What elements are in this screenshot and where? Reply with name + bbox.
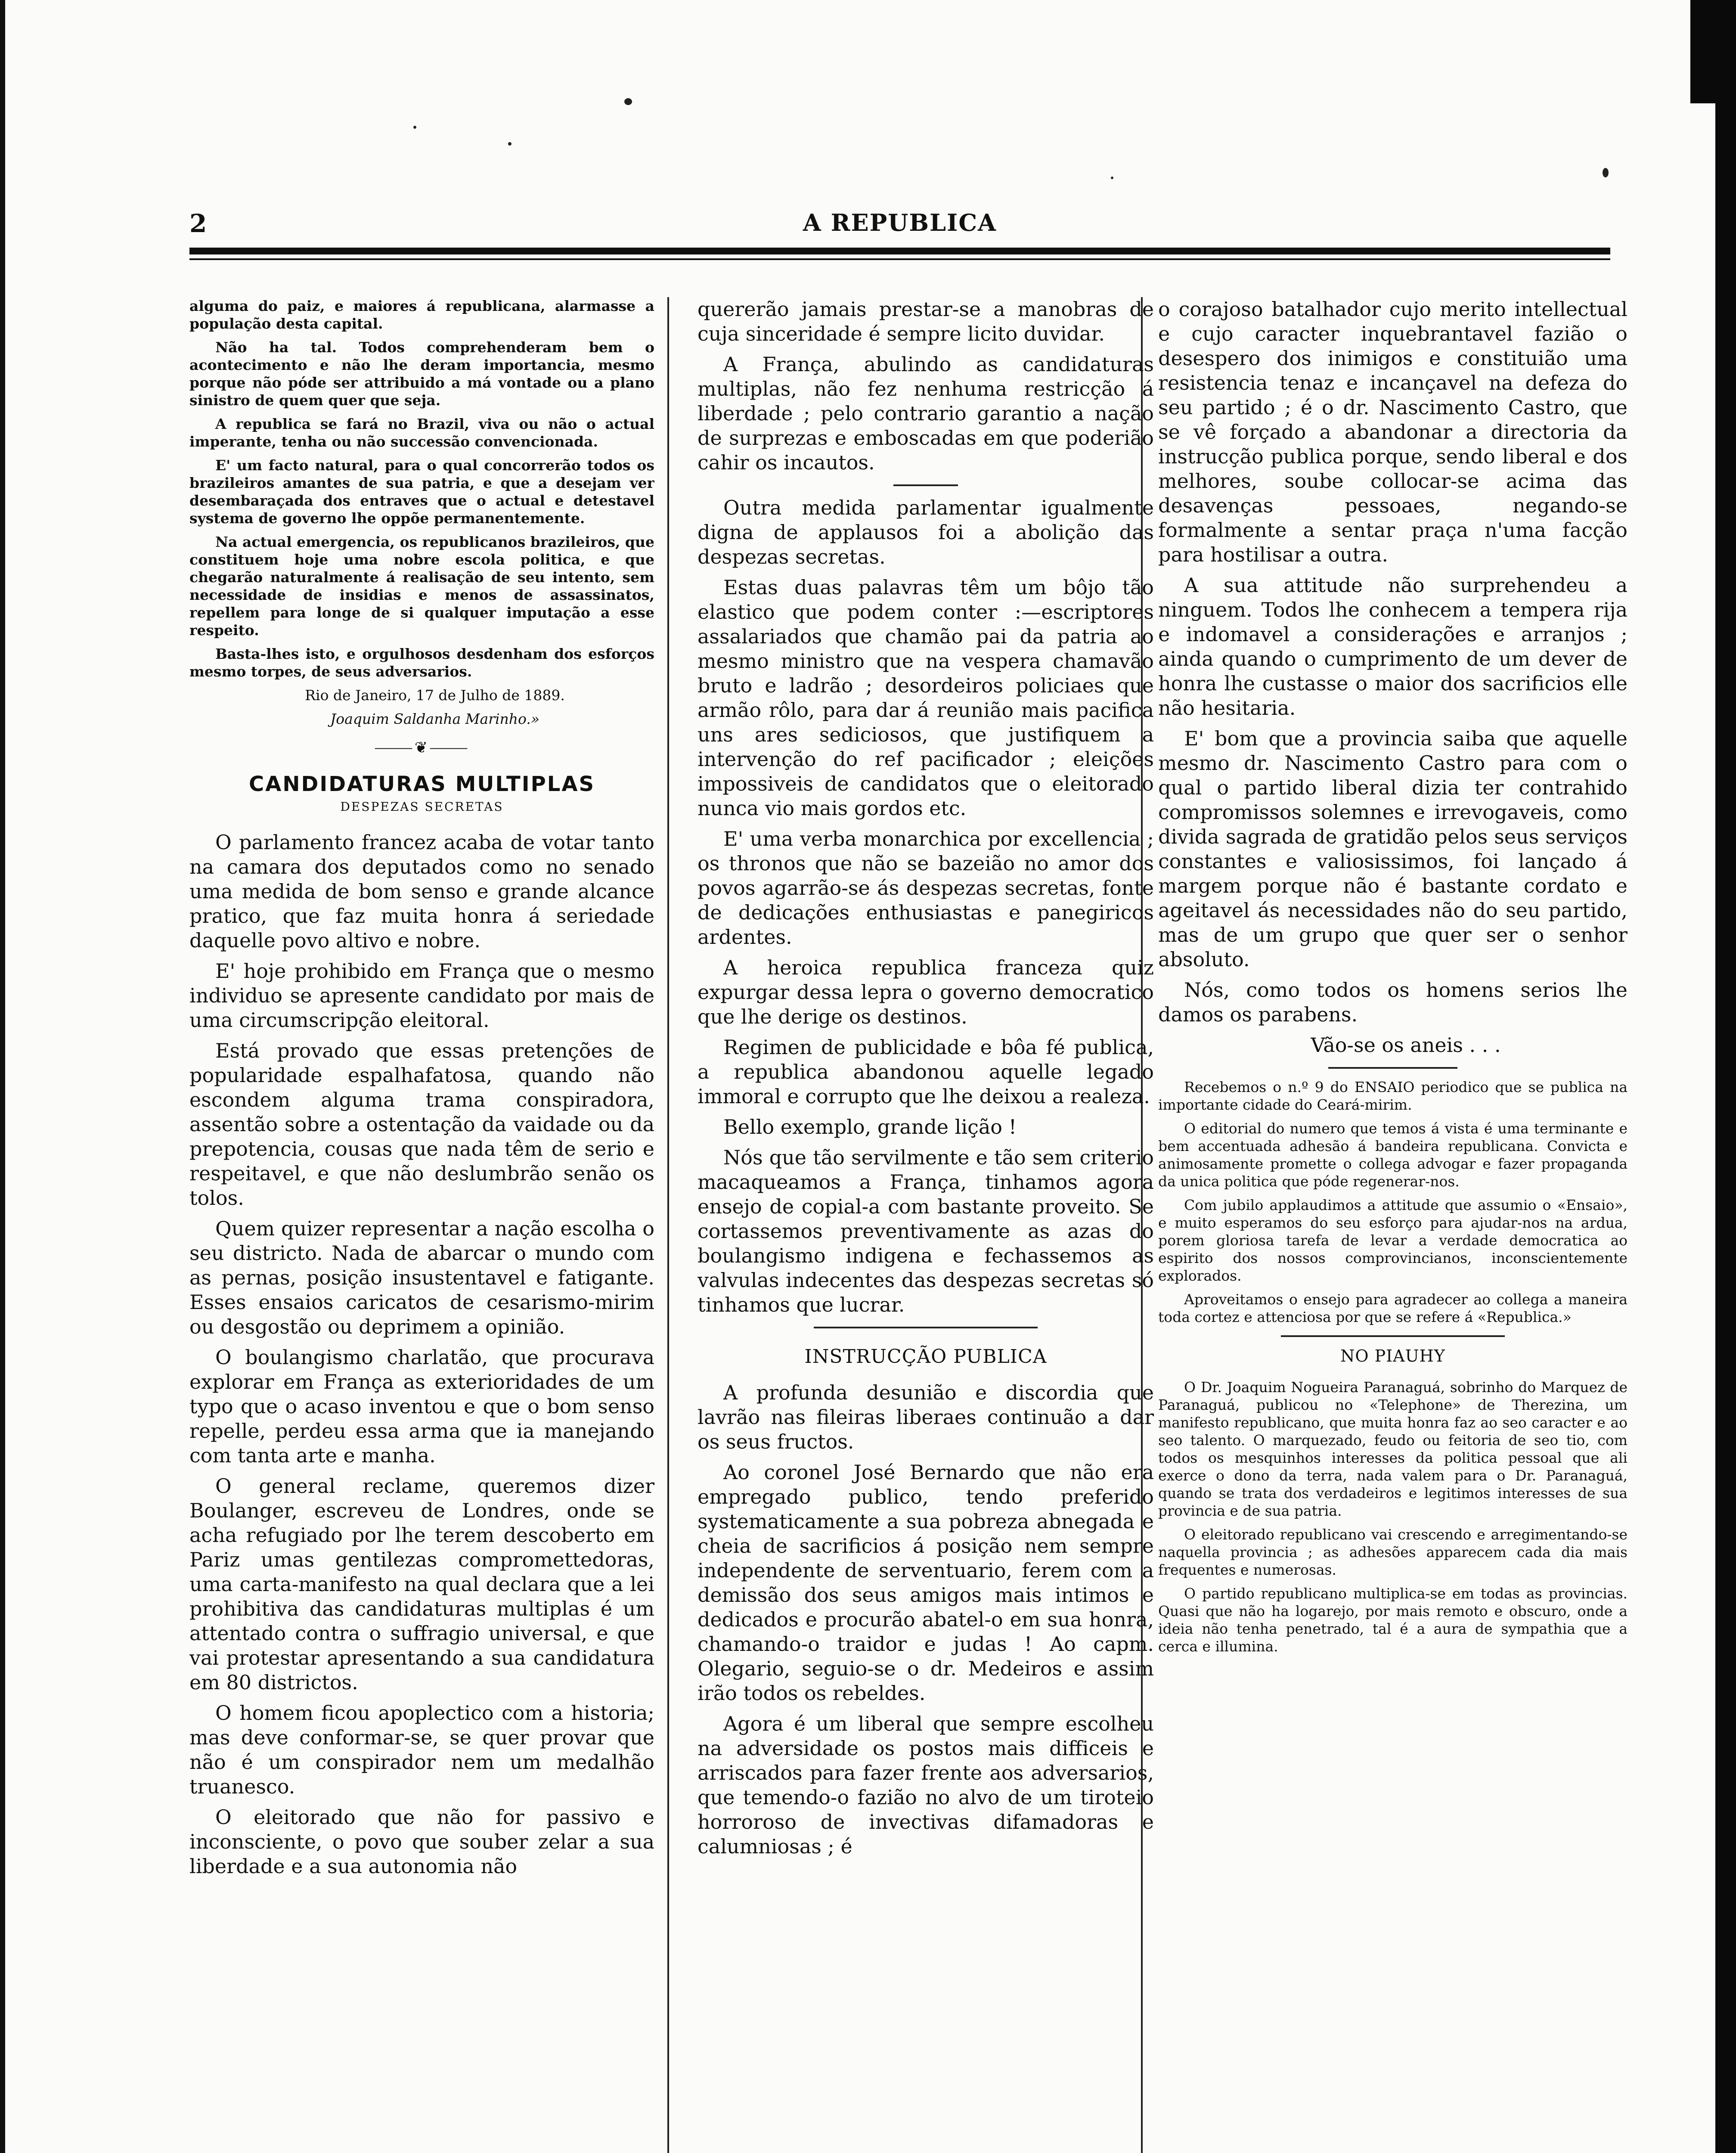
- dateline: Rio de Janeiro, 17 de Julho de 1889.: [305, 687, 565, 704]
- separator-rule: [814, 1327, 1038, 1328]
- paragraph: Nós que tão servilmente e tão sem criterio macaqueamos a França, tinhamos agora ensejo de copial-a com bastante proveito. Se cortassemos preventivamente as azas do boulangismo indigena e fechassemos as valvulas indecentes das despezas secretas só tinhamos que lucrar.: [698, 1146, 1154, 1316]
- paragraph: A republica se fará no Brazil, viva ou não o actual imperante, tenha ou não successão convencionada.: [189, 416, 654, 450]
- paragraph: O editorial do numero que temos á vista é uma terminante e bem accentuada adhesão á bandeira republicana. Convicta e animosamente promette o collega advogar e fazer propaganda da unica politica que póde regenerar-nos.: [1158, 1120, 1628, 1190]
- paragraph: Basta-lhes isto, e orgulhosos desdenham dos esforços mesmo torpes, de seus adversarios.: [189, 645, 654, 680]
- paragraph: Recebemos o n.º 9 do ENSAIO periodico que se publica na importante cidade do Ceará-mirim.: [1158, 1079, 1628, 1113]
- scan-border-left: [0, 0, 5, 2153]
- paragraph: o corajoso batalhador cujo merito intellectual e cujo caracter inquebrantavel fazião o desespero dos inimigos e constituião uma resistencia tenaz e incançavel na defeza do seu partido ; é o dr. Nascimento Castro, que se vê forçado a abandonar a directoria da instrucção publica porque, sendo liberal e dos melhores, soube collocar-se acima das desavenças pessoaes, negando-se formalmente a sentar praça n'uma facção para hostilisar a outra.: [1158, 298, 1628, 566]
- column-3: [1158, 297, 1628, 2153]
- paragraph: E' uma verba monarchica por excellencia ; os thronos que não se bazeião no amor dos povos agarrão-se ás despezas secretas, fonte de dedicações enthusiastas e panegiricos ardentes.: [698, 827, 1154, 949]
- paragraph: Na actual emergencia, os republicanos brazileiros, que constituem hoje uma nobre escola politica, e que chegarão naturalmente á realisação de seu intento, sem necessidade de insidias e menos de assassinatos, repellem para longe de si qualquer imputação a esse respeito.: [189, 534, 654, 639]
- ornament-divider: ⸻❦⸻: [374, 739, 470, 757]
- letter-ending: [189, 297, 654, 680]
- section-title: CANDIDATURAS MULTIPLAS: [248, 772, 595, 796]
- ink-speck: [1111, 177, 1113, 179]
- header-rule-thick: [189, 248, 1610, 254]
- paragraph: E' hoje prohibido em França que o mesmo individuo se apresente candidato por mais de uma circumscripção eleitoral.: [189, 959, 654, 1032]
- paragraph: E' um facto natural, para o qual concorrerão todos os brazileiros amantes de sua patria, e que a desejam ver desembaraçada dos entraves que o actual e detestavel systema de governo lhe oppõe permanentemente.: [189, 457, 654, 527]
- ink-speck: [1603, 168, 1609, 177]
- column-2: [698, 297, 1154, 2153]
- separator-rule: [1281, 1335, 1505, 1337]
- newspaper-title: A REPUBLICA: [803, 209, 997, 236]
- scan-border-right: [1715, 0, 1736, 2153]
- paragraph: Agora é um liberal que sempre escolheu na adversidade os postos mais difficeis e arriscados para fazer frente aos adversarios, que temendo-o fazião no alvo de um tiroteio horroroso de invectivas difamadoras e calumniosas ; é: [698, 1712, 1154, 1858]
- paragraph: Regimen de publicidade e bôa fé publica, a republica abandonou aquelle legado immoral e corrupto que lhe deixou a realeza.: [698, 1036, 1154, 1108]
- scan-corner-mark: [1690, 0, 1715, 103]
- paragraph: Quem quizer representar a nação escolha o seu districto. Nada de abarcar o mundo com as pernas, posição insustentavel e fatigante. Esses ensaios caricatos de cesarismo-mirim ou desgostão ou deprimem a opinião.: [189, 1217, 654, 1338]
- paragraph: Está provado que essas pretenções de popularidade espalhafatosa, quando não escondem alguma trama conspiradora, assentão sobre a ostentação da vaidade ou da prepotencia, cousas que nada têm de serio e respeitavel, e que não deslumbrão senão os tolos.: [189, 1039, 654, 1210]
- paragraph: alguma do paiz, e maiores á republicana, alarmasse a população desta capital.: [189, 298, 654, 332]
- paragraph: O general reclame, queremos dizer Boulanger, escreveu de Londres, onde se acha refugiado por lhe terem descoberto em Pariz umas gentilezas compromettedoras, uma carta-manifesto na qual declara que a lei prohibitiva das candidaturas multiplas é um attentado contra o suffragio universal, e que vai protestar apresentando a sua candidatura em 80 districtos.: [189, 1474, 654, 1694]
- paragraph: quererão jamais prestar-se a manobras de cuja sinceridade é sempre licito duvidar.: [698, 298, 1154, 345]
- paragraph: A sua attitude não surprehendeu a ninguem. Todos lhe conhecem a tempera rija e indomavel a considerações e arranjos ; ainda quando o cumprimento de um dever de honra lhe custasse o maior dos sacrificios elle não hesitaria.: [1158, 574, 1628, 720]
- paragraph: Ao coronel José Bernardo que não era empregado publico, tendo preferido systematicamente a sua pobreza abnegada e cheia de sacrificios á posição nem sempre independente de serventuario, ferem com a demissão dos seus amigos mais intimos e dedicados e procurão abatel-o em sua honra, chamando-o traidor e judas ! Ao capm. Olegario, seguio-se o dr. Medeiros e assim irão todos os rebeldes.: [698, 1461, 1154, 1705]
- paragraph: O parlamento francez acaba de votar tanto na camara dos deputados como no senado uma medida de bom senso e grande alcance pratico, que faz muita honra á seriedade daquelle povo altivo e nobre.: [189, 831, 654, 952]
- page-header: [189, 209, 1610, 248]
- section-title: NO PIAUHY: [1340, 1346, 1445, 1365]
- paragraph: O partido republicano multiplica-se em todas as provincias. Quasi que não ha logarejo, por mais remoto e obscuro, onde a ideia não tenha penetrado, tal é a aura de sympathia que a cerca e illumina.: [1158, 1585, 1628, 1655]
- paragraph: O eleitorado que não for passivo e inconsciente, o povo que souber zelar a sua liberdade e a sua autonomia não: [189, 1806, 654, 1878]
- paragraph: A heroica republica franceza quiz expurgar dessa lepra o governo democratico que lhe derige os destinos.: [698, 956, 1154, 1028]
- paragraph: Aproveitamos o ensejo para agradecer ao collega a maneira toda cortez e attenciosa por que se refere á «Republica.»: [1158, 1291, 1628, 1325]
- paragraph: O homem ficou apoplectico com a historia; mas deve conformar-se, se quer provar que não é um conspirador nem um medalhão truanesco.: [189, 1701, 654, 1798]
- paragraph: A França, abulindo as candidaturas multiplas, não fez nenhuma restricção á liberdade ; pelo contrario garantio a nação de surprezas e emboscadas em que poderião cahir os incautos.: [698, 353, 1154, 474]
- paragraph: A profunda desunião e discordia que lavrão nas fileiras liberaes continuão a dar os seus fructos.: [698, 1381, 1154, 1453]
- ink-speck: [624, 98, 632, 105]
- header-rule-thin: [189, 258, 1610, 260]
- paragraph: Nós, como todos os homens serios lhe damos os parabens.: [1158, 978, 1628, 1026]
- separator-rule: [1328, 1067, 1457, 1069]
- paragraph: Estas duas palavras têm um bôjo tão elastico que podem conter :—escriptores assalariados que chamão pai da patria ao mesmo ministro que na vespera chamavão bruto e ladrão ; desordeiros policiaes que armão rôlo, para dar á reunião mais pacifica uns ares sediciosos, que justifiquem a intervenção do ref pacificador ; eleições impossiveis de candidatos que o eleitorado nunca vio mais gordos etc.: [698, 576, 1154, 820]
- paragraph: O boulangismo charlatão, que procurava explorar em França as exterioridades de um typo que o acaso inventou e que o bom senso repelle, perdeu essa arma que ia manejando com tanta arte e manha.: [189, 1346, 654, 1467]
- section-title: INSTRUCÇÃO PUBLICA: [804, 1346, 1047, 1368]
- separator-rule: [893, 484, 958, 486]
- column-rule: [667, 297, 669, 2153]
- paragraph: O Dr. Joaquim Nogueira Paranaguá, sobrinho do Marquez de Paranaguá, publicou no «Telephone» de Therezina, um manifesto republicano, que muita honra faz ao seo caracter e ao seo talento. O marquezado, feudo ou feitoria de seo tio, com todos os mesquinhos interesses da politica pessoal que ali exerce o dono da terra, nada valem para o Dr. Paranaguá, quando se trata dos verdadeiros e legitimos interesses de sua provincia e de sua patria.: [1158, 1379, 1628, 1519]
- paragraph: Bello exemplo, grande lição !: [723, 1115, 1017, 1139]
- paragraph: Outra medida parlamentar igualmente digna de applausos foi a abolição das despezas secretas.: [698, 496, 1154, 568]
- author-signature: Joaquim Saldanha Marinho.»: [330, 710, 540, 727]
- ink-speck: [413, 126, 416, 129]
- paragraph: Com jubilo applaudimos a attitude que assumio o «Ensaio», e muito esperamos do seu esforço para ajudar-nos na ardua, porem gloriosa tarefa de levar a verdade democratica ao espirito dos nossos comprovincianos, inconscientemente explorados.: [1158, 1197, 1628, 1284]
- paragraph: O eleitorado republicano vai crescendo e arregimentando-se naquella provincia ; as adhesões apparecem cada dia mais frequentes e numerosas.: [1158, 1526, 1628, 1578]
- paragraph: Não ha tal. Todos comprehenderam bem o acontecimento e não lhe deram importancia, mesmo porque não póde ser attribuido a má vontade ou a plano sinistro de quem quer que seja.: [189, 339, 654, 409]
- ink-speck: [508, 142, 512, 146]
- page-number: 2: [189, 209, 207, 238]
- paragraph: E' bom que a provincia saiba que aquelle mesmo dr. Nascimento Castro para com o qual o partido liberal dizia ter contrahido compromissos solemnes e irrevogaveis, como divida sagrada de gratidão pelos seus serviços constantes e valiosissimos, foi lançado á margem porque não é bastante cordato e ageitavel ás necessidades não do seu partido, mas de um grupo que quer ser o senhor absoluto.: [1158, 727, 1628, 971]
- section-subtitle: DESPEZAS SECRETAS: [340, 800, 504, 814]
- closing-line: Vão-se os aneis . . .: [1311, 1033, 1501, 1057]
- column-1: [189, 297, 654, 2153]
